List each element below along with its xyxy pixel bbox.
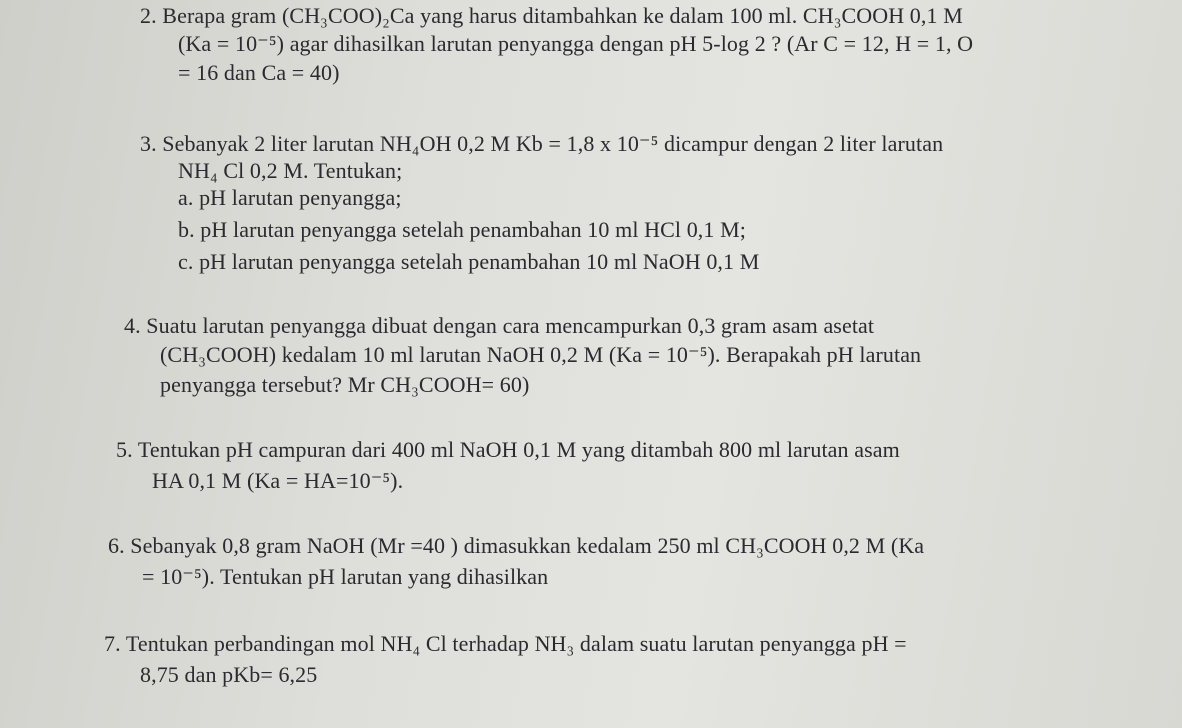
question-7-line-1: 7. Tentukan perbandingan mol NH₄ Cl terhadap NH₃ dalam suatu larutan penyangga pH = (104, 631, 907, 656)
question-3-line-2: NH₄ Cl 0,2 M. Tentukan; (178, 158, 403, 183)
question-4-line-1: 4. Suatu larutan penyangga dibuat dengan cara mencampurkan 0,3 gram asam asetat (124, 313, 875, 338)
question-4-line-3: penyangga tersebut? Mr CH₃COOH= 60) (160, 372, 530, 397)
question-2-line-2: (Ka = 10⁻⁵) agar dihasilkan larutan penyangga dengan pH 5-log 2 ? (Ar C = 12, H = 1, O (178, 31, 974, 56)
question-4-line-2: (CH₃COOH) kedalam 10 ml larutan NaOH 0,2 M (Ka = 10⁻⁵). Berapakah pH larutan (160, 342, 922, 367)
question-7-line-2: 8,75 dan pKb= 6,25 (140, 662, 318, 687)
question-3-item-c: c. pH larutan penyangga setelah penambahan 10 ml NaOH 0,1 M (178, 249, 760, 274)
question-2-line-3: = 16 dan Ca = 40) (178, 60, 340, 85)
question-3-item-b: b. pH larutan penyangga setelah penambahan 10 ml HCl 0,1 M; (178, 217, 746, 242)
question-2-line-1: 2. Berapa gram (CH₃COO)₂Ca yang harus ditambahkan ke dalam 100 ml. CH₃COOH 0,1 M (140, 3, 963, 28)
question-6-line-2: = 10⁻⁵). Tentukan pH larutan yang dihasilkan (142, 564, 549, 589)
question-5-line-2: HA 0,1 M (Ka = HA=10⁻⁵). (152, 468, 404, 493)
question-3-line-1: 3. Sebanyak 2 liter larutan NH₄OH 0,2 M Kb = 1,8 x 10⁻⁵ dicampur dengan 2 liter larutan (140, 131, 944, 156)
question-6-line-1: 6. Sebanyak 0,8 gram NaOH (Mr =40 ) dimasukkan kedalam 250 ml CH₃COOH 0,2 M (Ka (108, 533, 925, 558)
question-5-line-1: 5. Tentukan pH campuran dari 400 ml NaOH 0,1 M yang ditambah 800 ml larutan asam (116, 437, 900, 462)
question-3-item-a: a. pH larutan penyangga; (178, 185, 402, 210)
